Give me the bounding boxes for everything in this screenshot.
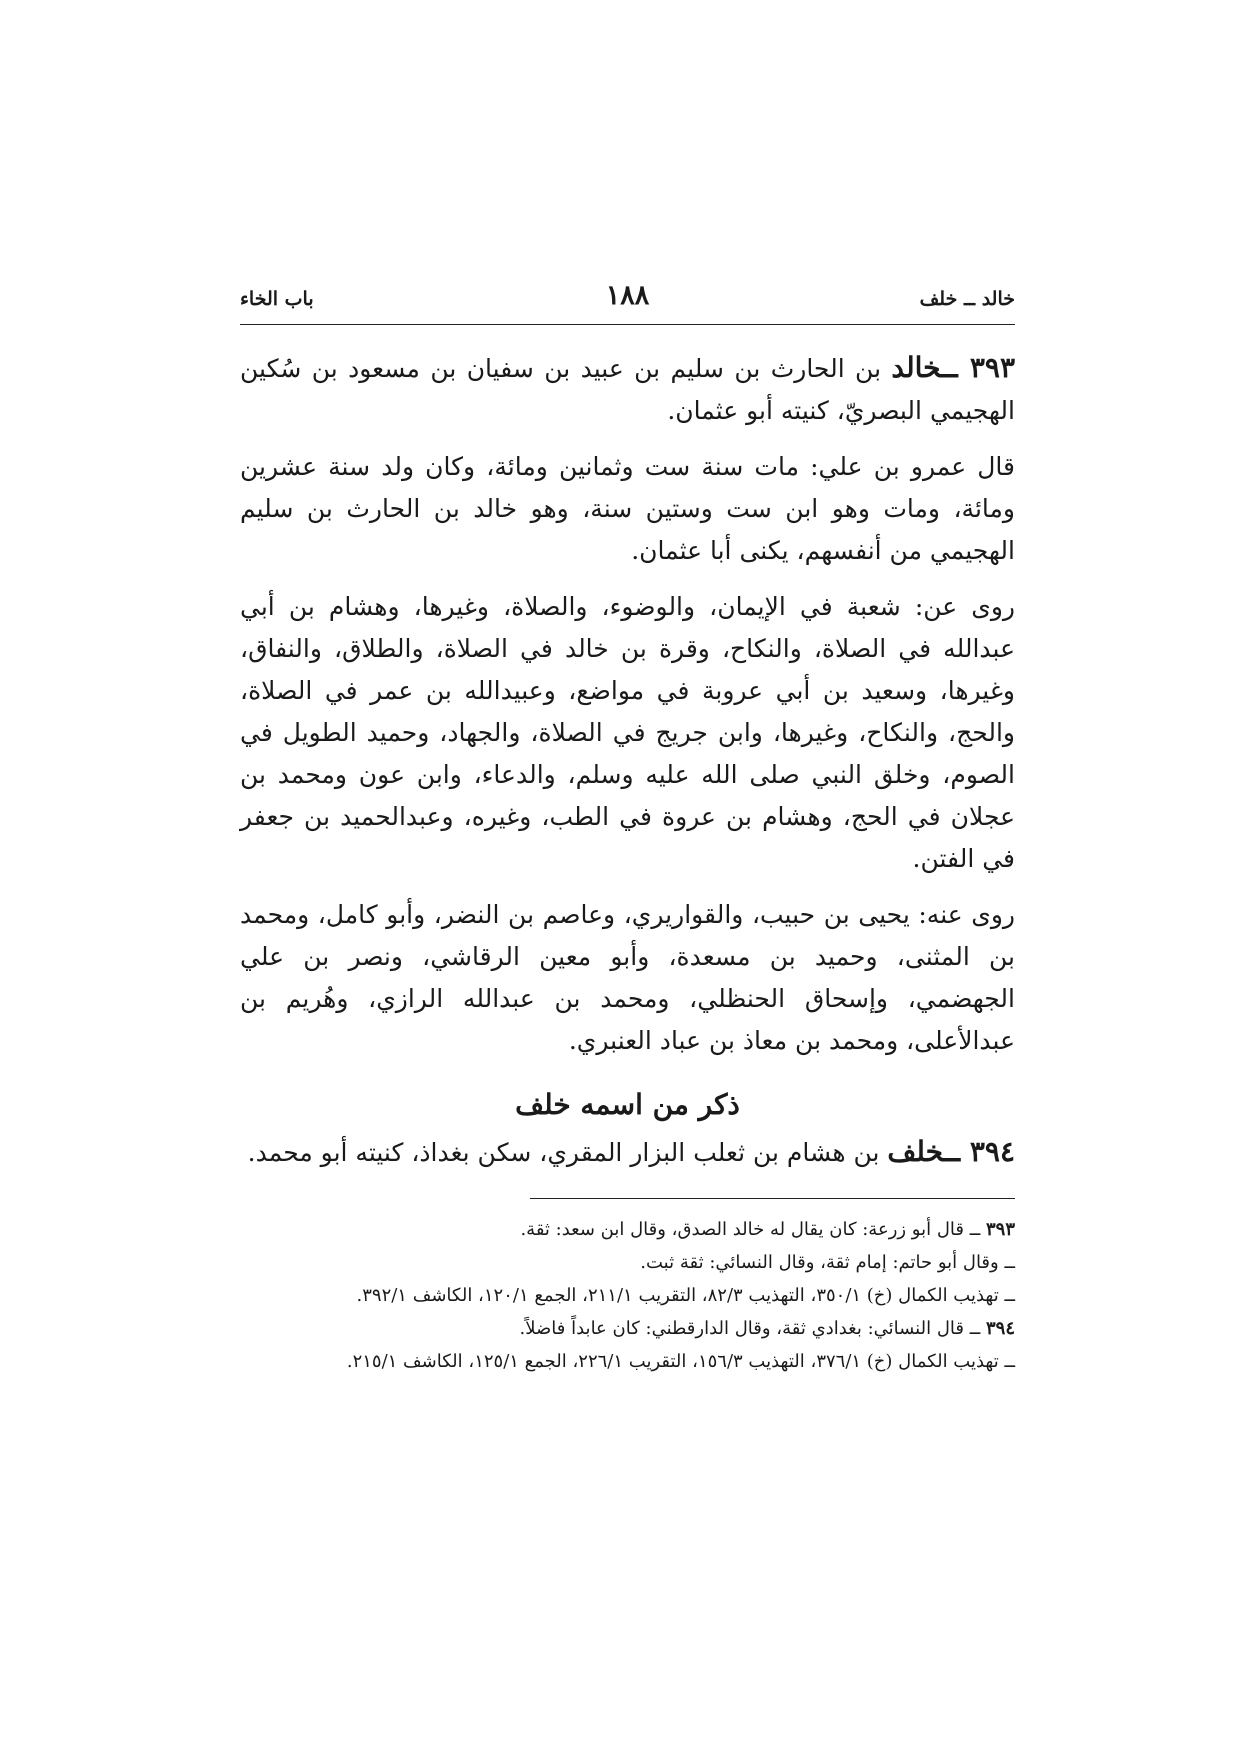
footnote-line: [240, 1345, 1015, 1378]
header-chapter-title: باب الخاء: [240, 288, 314, 310]
entry-name: خلف: [887, 1135, 944, 1168]
entry-number: ٣٩٤ ــ: [943, 1135, 1015, 1168]
footnote-text: ــ وقال أبو حاتم: إمام ثقة، وقال النسائي: ثقة ثبت.: [640, 1252, 1015, 1273]
book-page: [240, 280, 1015, 1378]
footnote-line: [240, 1279, 1015, 1312]
entry-394: [240, 1131, 1015, 1174]
footnote-line: [240, 1246, 1015, 1279]
entry-393: [240, 347, 1015, 432]
entry-text: بن الحارث بن سليم بن عبيد بن سفيان بن مسعود بن سُكين الهجيمي البصريّ، كنيته أبو عثمان.: [240, 354, 1015, 425]
entry-number: ٣٩٣ ــ: [941, 351, 1015, 384]
entry-name: خالد: [891, 351, 942, 384]
footnote-text: ــ تهذيب الكمال (خ) ٣٥٠/١، التهذيب ٨٢/٣، التقريب ٢١١/١، الجمع ١٢٠/١، الكاشف ٣٩٢/١.: [356, 1285, 1015, 1306]
running-header: [240, 280, 1015, 325]
paragraph-narrated-from: روى عن: شعبة في الإيمان، والوضوء، والصلاة، وغيرها، وهشام بن أبي عبدالله في الصلاة، والنكاح، وقرة بن خالد في الصلاة، والطلاق، والنفاق، وغيرها، وسعيد بن أبي عروبة في مواضع، وعبيدالله بن عمر في الصلاة، والحج، والنكاح، وغيرها، وابن جريج في الصلاة، والجهاد، وحميد الطويل في الصوم، وخلق النبي صلى الله عليه وسلم، والدعاء، وابن عون ومحمد بن عجلان في الحج، وهشام بن عروة في الطب، وغيره، وعبدالحميد بن جعفر في الفتن.: [240, 592, 1015, 873]
footnote-number: ٣٩٣: [985, 1219, 1015, 1240]
footnote-text: ــ تهذيب الكمال (خ) ٣٧٦/١، التهذيب ١٥٦/٣، التقريب ٢٢٦/١، الجمع ١٢٥/١، الكاشف ٢١٥/١.: [346, 1351, 1015, 1372]
paragraph-death-report: قال عمرو بن علي: مات سنة ست وثمانين ومائة، وكان ولد سنة عشرين ومائة، ومات وهو ابن ست وستين سنة، وهو خالد بن الحارث بن سليم الهجيمي من أنفسهم، يكنى أبا عثمان.: [240, 452, 1015, 565]
page-number: ١٨٨: [605, 280, 650, 311]
footnote-line: [240, 1312, 1015, 1345]
footnote-number: ٣٩٤: [985, 1318, 1015, 1339]
entry-text: بن هشام بن ثعلب البزار المقري، سكن بغداذ، كنيته أبو محمد.: [247, 1138, 888, 1167]
footnote-text: ــ قال أبو زرعة: كان يقال له خالد الصدق، وقال ابن سعد: ثقة.: [520, 1219, 986, 1240]
footnotes: [240, 1213, 1015, 1378]
footnote-text: ــ قال النسائي: بغدادي ثقة، وقال الدارقطني: كان عابداً فاضلاً.: [519, 1318, 986, 1339]
header-entry-range: خالد ــ خلف: [919, 288, 1015, 310]
section-heading: ذكر من اسمه خلف: [515, 1088, 740, 1121]
footnote-line: [240, 1213, 1015, 1246]
footnote-divider: [530, 1198, 1015, 1199]
paragraph-narrated-by: روى عنه: يحيى بن حبيب، والقواريري، وعاصم بن النضر، وأبو كامل، ومحمد بن المثنى، وحميد بن مسعدة، وأبو معين الرقاشي، ونصر بن علي الجهضمي، وإسحاق الحنظلي، ومحمد بن عبدالله الرازي، وهُريم بن عبدالأعلى، ومحمد بن معاذ بن عباد العنبري.: [240, 900, 1015, 1055]
